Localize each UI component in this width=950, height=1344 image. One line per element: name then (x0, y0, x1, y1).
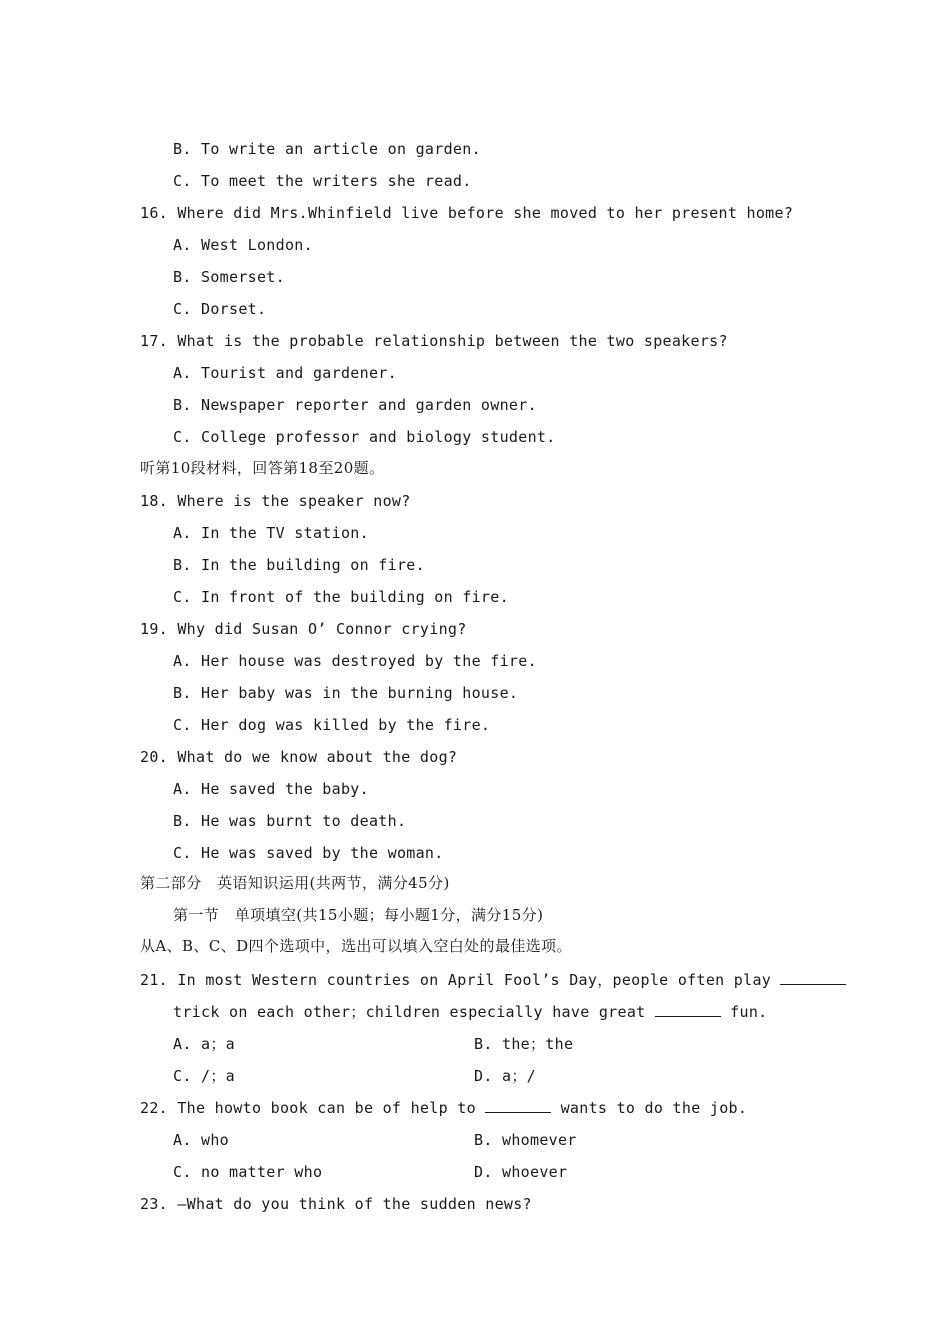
q21-text-2: trick on each other；children especially have great (173, 1003, 655, 1021)
question-22 (140, 1098, 747, 1118)
question-17: 17. What is the probable relationship between the two speakers? (140, 332, 728, 350)
q21-option-a: A. a；a (173, 1035, 235, 1053)
section-1-heading: 第一节 单项填空(共15小题；每小题1分，满分15分) (173, 906, 544, 924)
q18-option-c: C. In front of the building on fire. (173, 588, 509, 606)
q21-option-b: B. the；the (474, 1035, 574, 1053)
question-19: 19. Why did Susan O’ Connor crying? (140, 620, 467, 638)
q20-option-a: A. He saved the baby. (173, 780, 369, 798)
section-10-instruction: 听第10段材料，回答第18至20题。 (140, 459, 385, 477)
instructions: 从A、B、C、D四个选项中，选出可以填入空白处的最佳选项。 (140, 937, 572, 955)
q17-option-c: C. College professor and biology student. (173, 428, 556, 446)
q15-option-c: C. To meet the writers she read. (173, 172, 472, 190)
q21-text: 21. In most Western countries on April Fool’s Day，people often play (140, 971, 781, 989)
q22-text-2: wants to do the job. (551, 1099, 748, 1117)
q19-option-b: B. Her baby was in the burning house. (173, 684, 519, 702)
q20-option-b: B. He was burnt to death. (173, 812, 407, 830)
q22-text: 22. The howto book can be of help to (140, 1099, 486, 1117)
q16-option-b: B. Somerset. (173, 268, 285, 286)
q22-option-a: A. who (173, 1131, 229, 1149)
question-21 (140, 970, 846, 990)
q16-option-a: A. West London. (173, 236, 313, 254)
q15-option-b: B. To write an article on garden. (173, 140, 481, 158)
part-2-heading: 第二部分 英语知识运用(共两节，满分45分) (140, 874, 450, 892)
q21-option-c: C. /；a (173, 1067, 235, 1085)
q21-text-3: fun. (720, 1003, 768, 1021)
q22-option-b: B. whomever (474, 1131, 577, 1149)
q22-option-c: C. no matter who (173, 1163, 323, 1181)
question-20: 20. What do we know about the dog? (140, 748, 458, 766)
q20-option-c: C. He was saved by the woman. (173, 844, 444, 862)
question-23: 23. —What do you think of the sudden news? (140, 1195, 532, 1213)
q21-option-d: D. a；/ (474, 1067, 536, 1085)
q17-option-a: A. Tourist and gardener. (173, 364, 397, 382)
question-18: 18. Where is the speaker now? (140, 492, 411, 510)
answer-blank (485, 1098, 551, 1113)
q16-option-c: C. Dorset. (173, 300, 267, 318)
q17-option-b: B. Newspaper reporter and garden owner. (173, 396, 537, 414)
question-16: 16. Where did Mrs.Whinfield live before she moved to her present home? (140, 204, 794, 222)
answer-blank (655, 1002, 721, 1017)
q22-option-d: D. whoever (474, 1163, 568, 1181)
answer-blank (780, 970, 846, 985)
q18-option-a: A. In the TV station. (173, 524, 369, 542)
q19-option-a: A. Her house was destroyed by the fire. (173, 652, 537, 670)
question-21-continued (173, 1002, 768, 1022)
q19-option-c: C. Her dog was killed by the fire. (173, 716, 491, 734)
q18-option-b: B. In the building on fire. (173, 556, 425, 574)
